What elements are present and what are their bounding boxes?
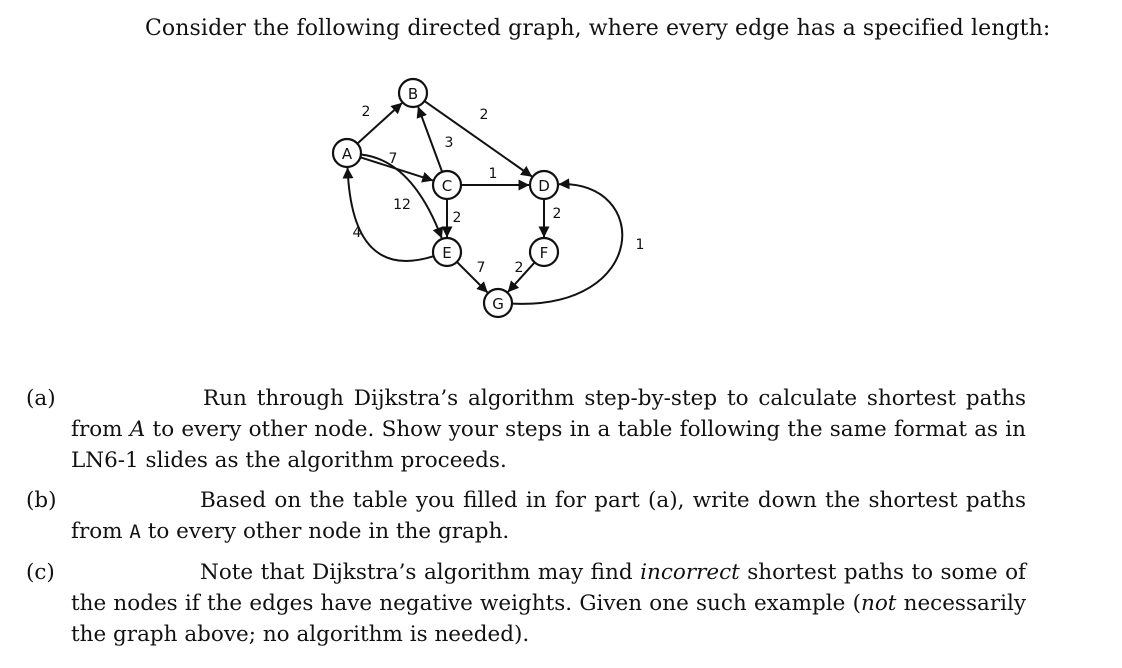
node-e-label: E — [442, 244, 452, 262]
intro-text: Consider the following directed graph, where every edge has a specified length: — [145, 16, 1051, 41]
edge-weight-label: 2 — [552, 206, 562, 222]
node-d-label: D — [538, 177, 550, 195]
question-c-run: shortest paths to some of the nodes if the edges have negative weights. Given one such example ( — [71, 560, 1026, 616]
edge-weight-label: 7 — [476, 260, 486, 276]
question-b-text — [71, 485, 1026, 548]
edge-weight-label: 2 — [361, 104, 371, 120]
question-b-run: to every other node in the graph. — [140, 519, 510, 544]
question-a-run: A — [129, 417, 146, 442]
node-b-label: B — [407, 85, 419, 103]
edge-e-a — [348, 168, 434, 261]
edge-weight-label: 2 — [452, 210, 462, 226]
question-a-run: to every other node. Show your steps in a table following the same format as in LN6-1 slides as the algorithm proceeds. — [71, 417, 1026, 473]
question-b-label: (b) — [26, 488, 57, 513]
question-c-run: necessarily the graph above; no algorithm is needed). — [71, 591, 1026, 647]
question-c-text — [71, 557, 1026, 650]
edge-weight-label: 1 — [488, 166, 498, 182]
edge-weight-label: 4 — [352, 225, 362, 241]
question-a-label: (a) — [26, 386, 56, 411]
question-c-run: Note that Dijkstra’s algorithm may find — [200, 560, 641, 585]
edge-weight-label: 2 — [479, 107, 489, 123]
edge-c-b — [418, 107, 442, 172]
edge-weight-label: 1 — [635, 237, 645, 253]
edge-weight-label: 12 — [393, 197, 411, 213]
question-a-text — [71, 383, 1026, 476]
node-f-label: F — [539, 244, 549, 262]
node-a-label: A — [341, 145, 353, 163]
node-g-label: G — [492, 295, 504, 313]
edge-weight-label: 2 — [514, 260, 524, 276]
node-c-label: C — [441, 177, 453, 195]
question-c-label: (c) — [26, 560, 55, 585]
question-a-run: Run through Dijkstra’s algorithm step-by-step to calculate shortest paths from — [71, 386, 1026, 442]
question-c-run: not — [860, 591, 897, 616]
question-c-run: incorrect — [640, 560, 740, 585]
edge-weight-label: 7 — [388, 151, 398, 167]
question-b-run: A — [129, 521, 141, 543]
edge-g-d — [512, 184, 622, 304]
edge-weight-label: 3 — [444, 135, 454, 151]
question-b-run: Based on the table you filled in for part (a), write down the shortest paths from — [71, 488, 1026, 544]
